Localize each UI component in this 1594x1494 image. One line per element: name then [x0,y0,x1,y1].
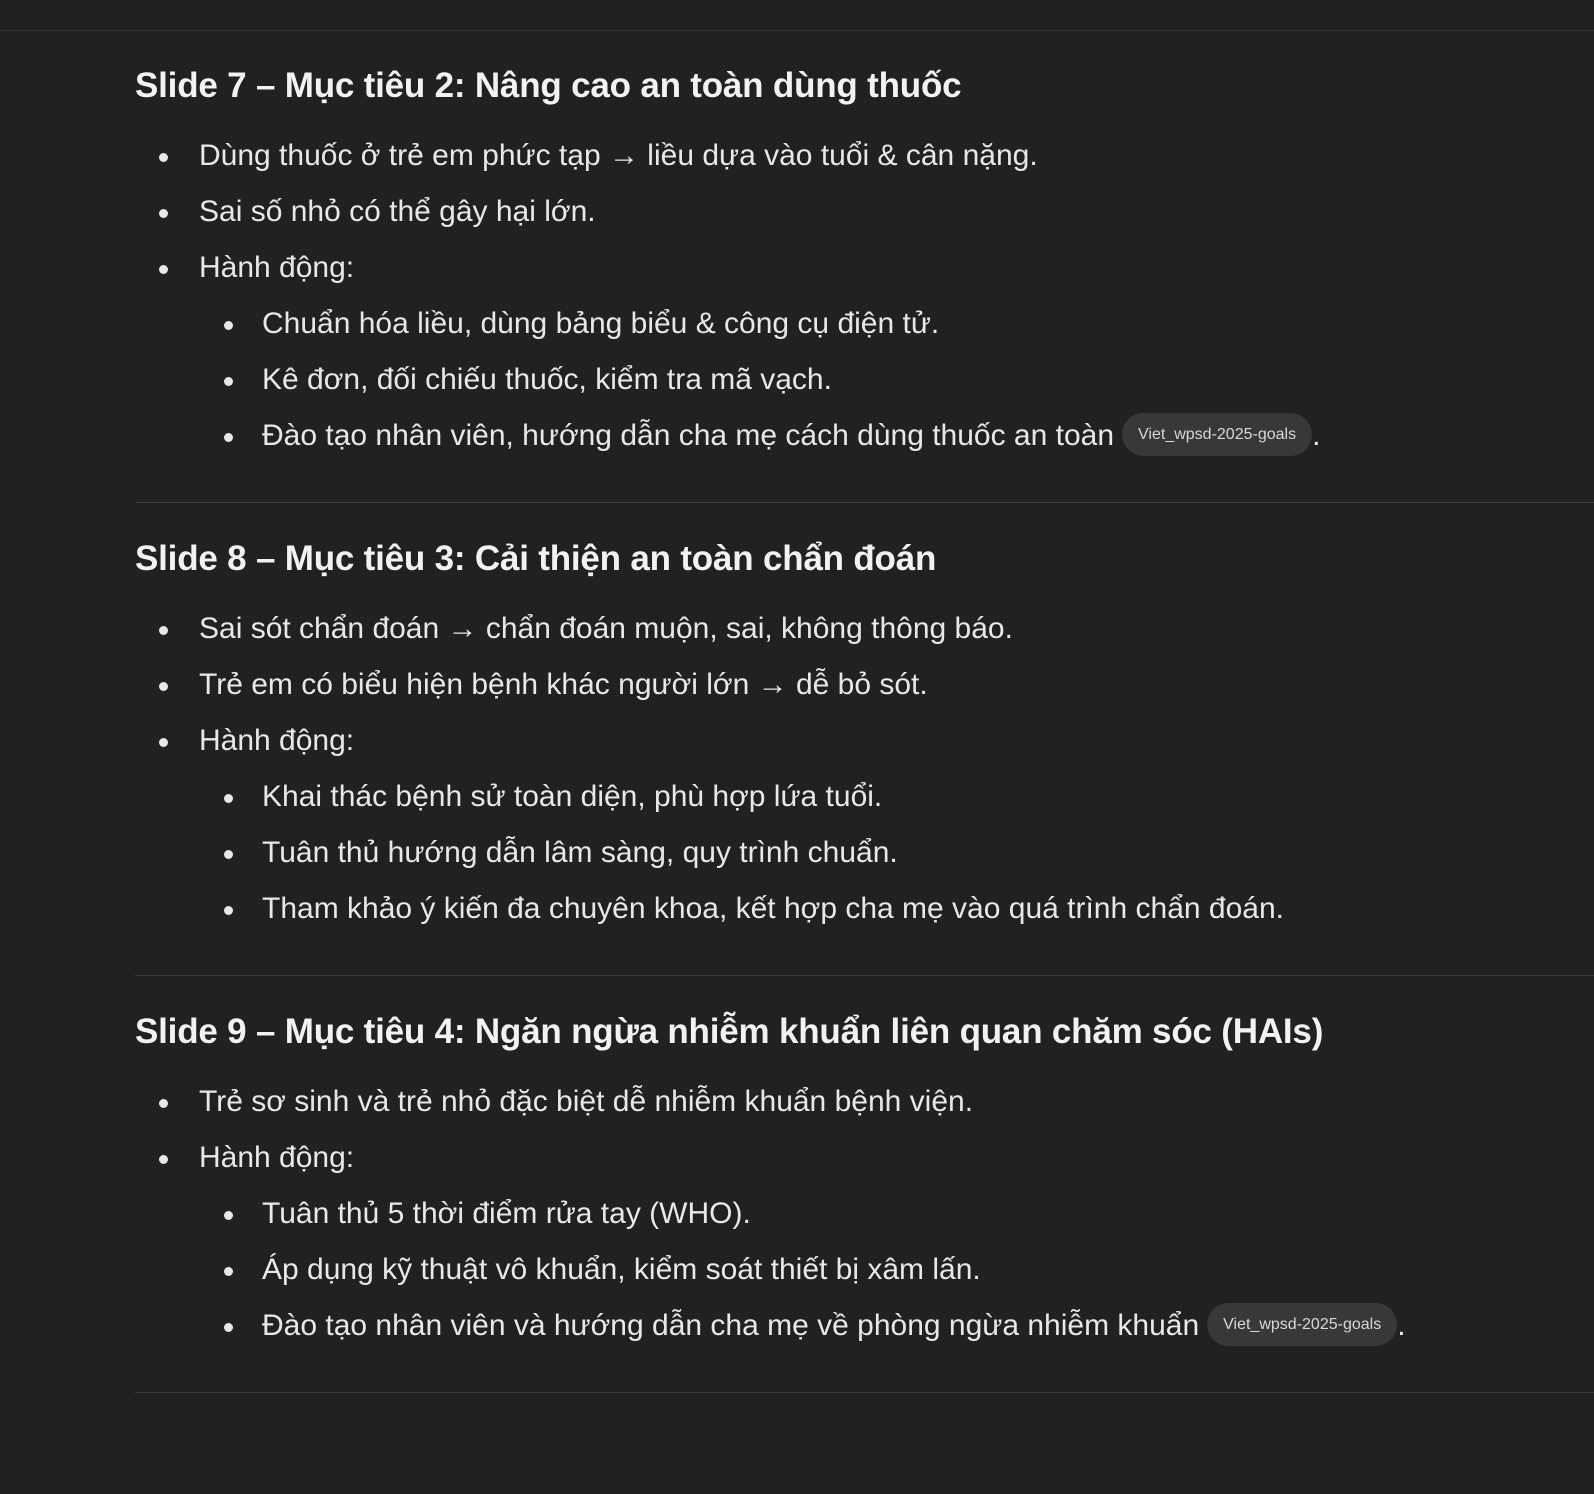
sub-list-item [199,1298,1594,1354]
list-item-label: Hành động: [199,251,355,284]
sub-list-item: Tham khảo ý kiến đa chuyên khoa, kết hợp cha mẹ vào quá trình chẩn đoán. [199,881,1594,937]
sub-list-item [199,408,1594,464]
message-content [135,30,1594,1393]
sub-bullet-list [199,1186,1594,1354]
sub-list-item: Chuẩn hóa liều, dùng bảng biểu & công cụ điện tử. [199,296,1594,352]
list-item: Trẻ sơ sinh và trẻ nhỏ đặc biệt dễ nhiễm khuẩn bệnh viện. [135,1074,1594,1130]
sub-list-item: Tuân thủ 5 thời điểm rửa tay (WHO). [199,1186,1594,1242]
sub-list-item: Áp dụng kỹ thuật vô khuẩn, kiểm soát thiết bị xâm lấn. [199,1242,1594,1298]
sub-list-item: Tuân thủ hướng dẫn lâm sàng, quy trình chuẩn. [199,825,1594,881]
bullet-list [135,1074,1594,1354]
trailing-period: . [1397,1309,1406,1342]
slide-7-section [135,30,1594,503]
sub-list-item-text: Đào tạo nhân viên, hướng dẫn cha mẹ cách dùng thuốc an toàn [262,419,1115,452]
sub-bullet-list [199,296,1594,464]
sub-bullet-list [199,769,1594,937]
section-heading: Slide 8 – Mục tiêu 3: Cải thiện an toàn chẩn đoán [135,539,937,578]
sub-list-item: Khai thác bệnh sử toàn diện, phù hợp lứa tuổi. [199,769,1594,825]
citation-chip[interactable]: Viet_wpsd-2025-goals [1207,1303,1397,1346]
sub-list-item-text: Đào tạo nhân viên và hướng dẫn cha mẹ về phòng ngừa nhiễm khuẩn [262,1309,1200,1342]
list-item-label: Hành động: [199,724,355,757]
list-item: Dùng thuốc ở trẻ em phức tạp → liều dựa vào tuổi & cân nặng. [135,128,1594,184]
slide-9-section [135,976,1594,1393]
list-item: Sai số nhỏ có thể gây hại lớn. [135,184,1594,240]
list-item: Sai sót chẩn đoán → chẩn đoán muộn, sai, không thông báo. [135,601,1594,657]
bullet-list [135,601,1594,937]
list-item [135,713,1594,937]
slide-8-section [135,503,1594,976]
citation-chip[interactable]: Viet_wpsd-2025-goals [1122,413,1312,456]
sub-list-item: Kê đơn, đối chiếu thuốc, kiểm tra mã vạch. [199,352,1594,408]
section-heading: Slide 9 – Mục tiêu 4: Ngăn ngừa nhiễm khuẩn liên quan chăm sóc (HAIs) [135,1012,1324,1051]
section-heading: Slide 7 – Mục tiêu 2: Nâng cao an toàn dùng thuốc [135,66,962,105]
list-item-label: Hành động: [199,1141,355,1174]
list-item [135,240,1594,464]
bullet-list [135,128,1594,464]
list-item [135,1130,1594,1354]
trailing-period: . [1312,419,1321,452]
list-item: Trẻ em có biểu hiện bệnh khác người lớn → dễ bỏ sót. [135,657,1594,713]
